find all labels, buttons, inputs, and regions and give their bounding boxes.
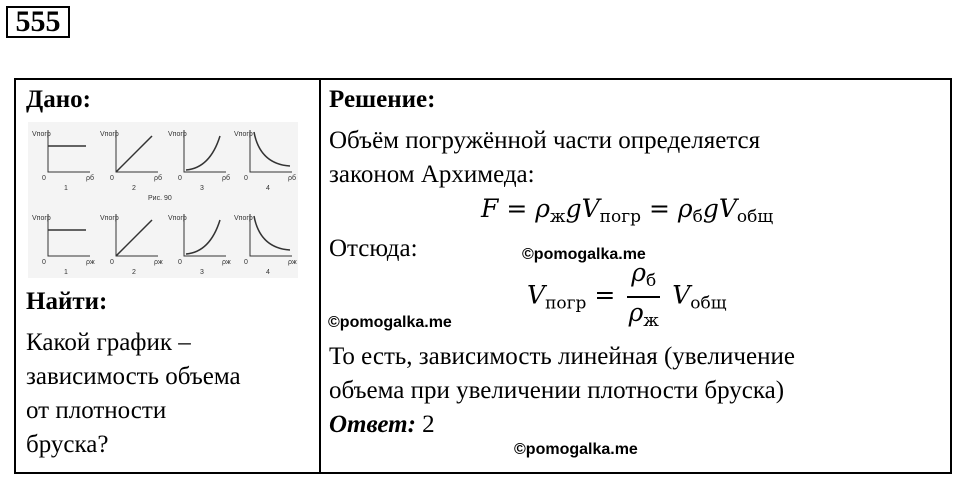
axis-x-label: ρж <box>154 259 163 266</box>
volume-formula: $V_{погр}$ = $\frac{\rho_б}{\rho_ж}$ $V_{общ}$ <box>527 258 727 336</box>
axis-x-label: ρб <box>86 175 94 182</box>
axis-x-label: ρж <box>86 259 95 266</box>
archimedes-formula: $F = \rho_жgV_{погр} = \rho_бgV_{общ}$ <box>481 194 774 227</box>
graph-curve-increasing <box>186 136 220 170</box>
axis-y-label: Vпогр <box>234 131 253 138</box>
axis-origin: 0 <box>178 259 182 266</box>
figure-caption: Рис. 90 <box>148 195 172 202</box>
axis-origin: 0 <box>110 259 114 266</box>
solution-table <box>14 78 952 474</box>
axis-origin: 0 <box>42 175 46 182</box>
graph-number: 4 <box>266 269 270 276</box>
solution-line: Объём погружённой части определяется <box>329 127 761 154</box>
hence-label: Отсюда: <box>329 235 418 262</box>
find-heading: Найти: <box>26 288 108 315</box>
axis-origin: 0 <box>110 175 114 182</box>
axis-y-label: Vпогр <box>32 215 51 222</box>
watermark: ©pomogalka.me <box>328 314 452 331</box>
axis-y-label: Vпогр <box>32 131 51 138</box>
graph-curve-linear <box>116 136 152 172</box>
graph-axes <box>48 130 90 172</box>
axis-origin: 0 <box>42 259 46 266</box>
graph-number: 3 <box>200 185 204 192</box>
axis-origin: 0 <box>244 175 248 182</box>
conclusion-line: То есть, зависимость линейная (увеличение <box>329 343 795 370</box>
answer-line <box>329 410 435 440</box>
find-line: от плотности <box>26 397 167 424</box>
find-line: бруска? <box>26 431 109 458</box>
answer-value: 2 <box>422 411 435 438</box>
axis-y-label: Vпогр <box>234 215 253 222</box>
graph-number: 2 <box>132 185 136 192</box>
density-fraction: $\frac{\rho_б}{\rho_ж}$ <box>628 258 659 331</box>
axis-y-label: Vпогр <box>100 131 119 138</box>
graph-number: 4 <box>266 185 270 192</box>
given-heading: Дано: <box>26 86 91 113</box>
solution-line: законом Архимеда: <box>329 161 535 188</box>
axis-x-label: ρб <box>154 175 162 182</box>
solution-column <box>321 80 950 472</box>
graphs-svg <box>28 122 298 278</box>
graph-curve-linear <box>116 220 152 256</box>
answer-label: Ответ: <box>329 411 416 438</box>
watermark: ©pomogalka.me <box>514 441 638 458</box>
axis-y-label: Vпогр <box>168 131 187 138</box>
axis-y-label: Vпогр <box>100 215 119 222</box>
axis-origin: 0 <box>178 175 182 182</box>
axis-x-label: ρб <box>222 175 230 182</box>
graph-number: 1 <box>64 185 68 192</box>
graphs-figure <box>28 122 298 278</box>
solution-heading: Решение: <box>329 86 436 113</box>
graph-curve-increasing <box>186 220 220 254</box>
problem-number: 555 <box>6 6 70 38</box>
axis-x-label: ρж <box>288 259 297 266</box>
axis-origin: 0 <box>244 259 248 266</box>
graph-number: 1 <box>64 269 68 276</box>
find-line: зависимость объема <box>26 363 241 390</box>
axis-y-label: Vпогр <box>168 215 187 222</box>
graph-number: 2 <box>132 269 136 276</box>
watermark: ©pomogalka.me <box>522 246 646 263</box>
graph-curve-decreasing <box>254 132 290 166</box>
graph-number: 3 <box>200 269 204 276</box>
axis-x-label: ρж <box>222 259 231 266</box>
graph-axes <box>48 214 90 256</box>
given-column <box>16 80 319 472</box>
axis-x-label: ρб <box>288 175 296 182</box>
graph-curve-decreasing <box>254 216 290 250</box>
conclusion-line: объема при увеличении плотности бруска) <box>329 377 785 404</box>
find-line: Какой график – <box>26 329 191 356</box>
